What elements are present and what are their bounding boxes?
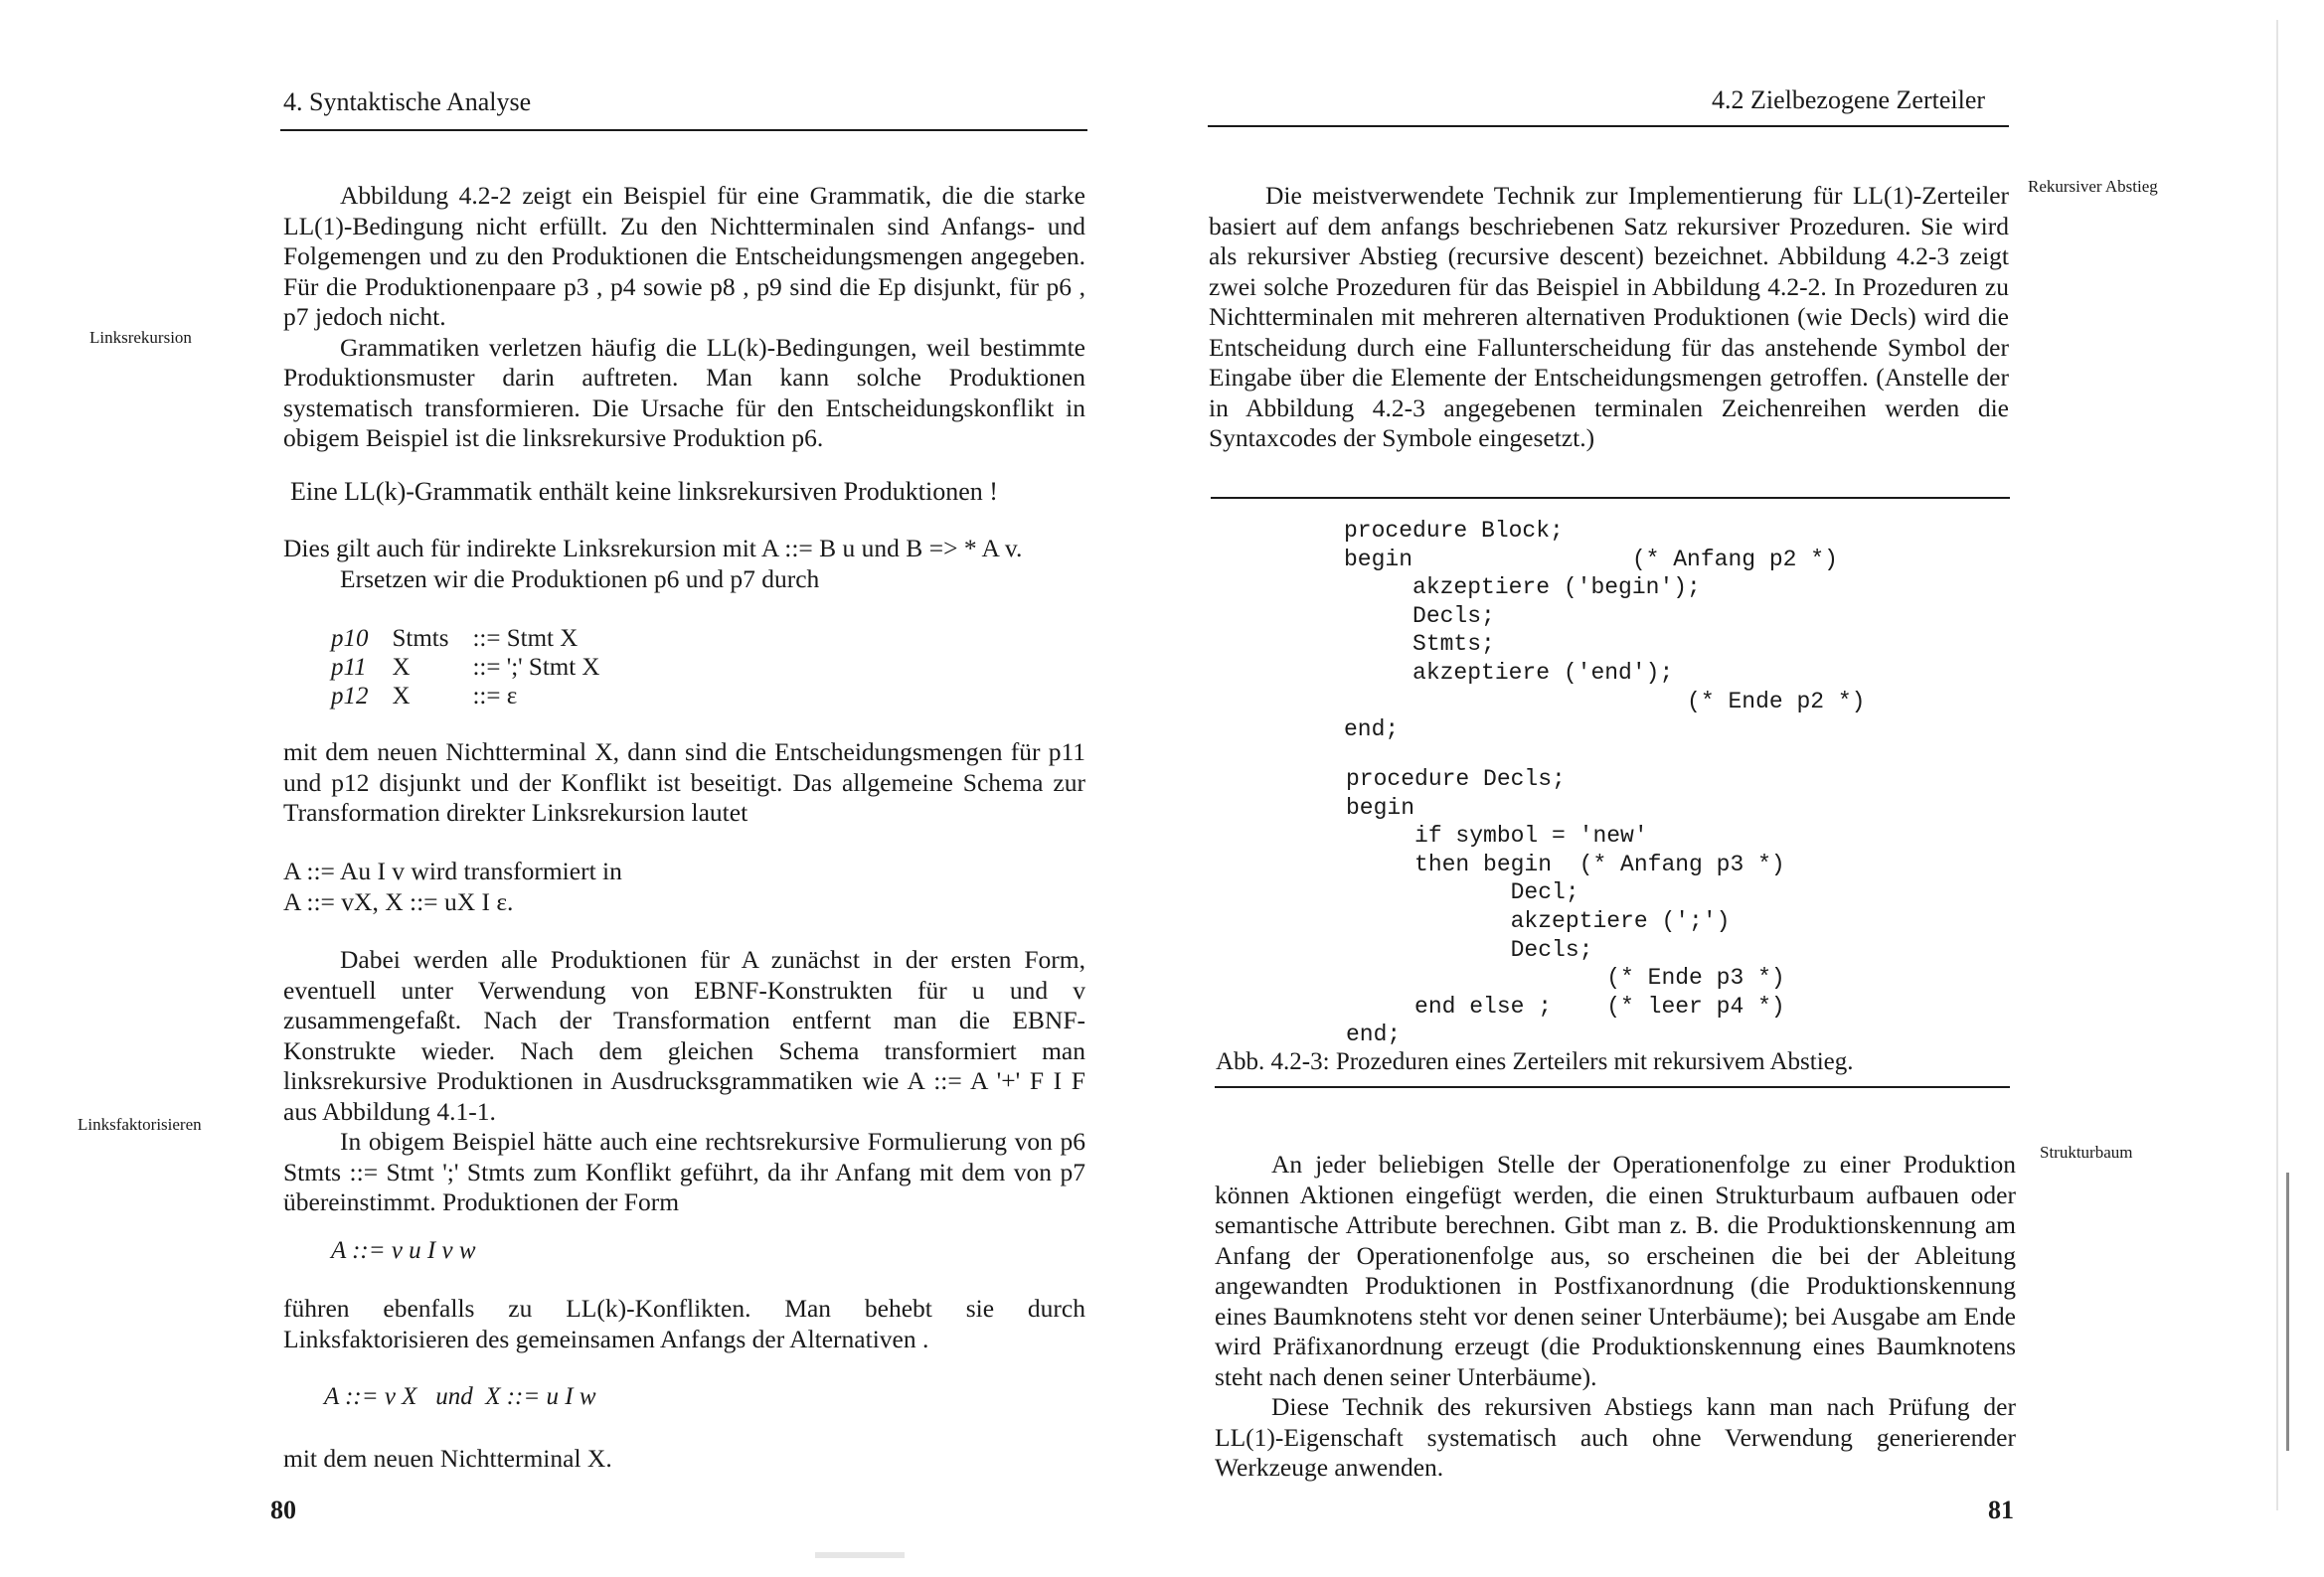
production-name: p11 — [331, 654, 367, 681]
production-name: p10 — [331, 625, 369, 652]
right-header-rule — [1208, 125, 2009, 127]
right-page-number: 81 — [1988, 1496, 2014, 1524]
paragraph-3-line-2: Ersetzen wir die Produktionen p6 und p7 durch — [340, 563, 820, 593]
paragraph-6: In obigem Beispiel hätte auch eine rechtsrekursive Formulierung von p6 Stmts ::= Stmt ';' Stmts zum Konflikt geführt, da ihr Anfang mit dem von p7 übereinstimmt. Produktionen der Form — [283, 1127, 1085, 1216]
production-row — [331, 653, 623, 682]
right-paragraph-block-2 — [1215, 1150, 2016, 1484]
paragraph-8: mit dem neuen Nichtterminal X. — [283, 1444, 612, 1473]
left-header-rule — [280, 129, 1087, 131]
production-rhs: ::= Stmt X — [472, 625, 579, 652]
paragraph-4: mit dem neuen Nichtterminal X, dann sind die Entscheidungsmengen für p11 und p12 disjunkt und der Konflikt ist beseitigt. Das allgemeine Schema zur Transformation direkter Linksrekursion lautet — [283, 737, 1085, 827]
transformation-schema — [283, 857, 979, 917]
production-rhs: ::= ';' Stmt X — [472, 654, 600, 681]
paragraph-3-line-1: Dies gilt auch für indirekte Linksrekursion mit A ::= B u und B => * A v. — [283, 534, 1023, 562]
paragraph-2: Grammatiken verletzen häufig die LL(k)-Bedingungen, weil bestimmte Produktionsmuster darin auftreten. Man kann solche Produktionen systematisch transformieren. Die Ursache für den Entscheidungskonflikt in obigem Beispiel ist die linksrekursive Produktion p6. — [283, 332, 1085, 452]
margin-label-rekursiver-abstieg: Rekursiver Abstieg — [2028, 177, 2158, 196]
right-paragraph-block-1 — [1209, 181, 2009, 454]
right-page-header: 4.2 Zielbezogene Zerteiler — [1712, 85, 1986, 114]
figure-top-rule — [1211, 497, 2010, 499]
margin-label-linksrekursion: Linksrekursion — [89, 328, 192, 347]
left-paragraph-block-1 — [283, 181, 1085, 454]
production-rhs: ::= ε — [472, 683, 518, 710]
paragraph-5: Dabei werden alle Produktionen für A zunächst in der ersten Form, eventuell unter Verwendung von EBNF-Konstrukten für u und v zusammengefaßt. Nach der Transformation entfernt man die EBNF-Konstrukte wieder. Nach dem gleichen Schema transformiert man linksrekursive Produktionen in Ausdrucksgrammatiken wie A ::= A '+' F I F aus Abbildung 4.1-1. — [283, 945, 1085, 1126]
production-lhs: X — [392, 683, 411, 710]
production-row — [331, 682, 623, 710]
code-block-procedure-block: procedure Block; begin (* Anfang p2 *) akzeptiere ('begin'); Decls; Stmts; akzeptiere ('end'); (* Ende p2 *) end; — [1344, 518, 1866, 743]
left-paragraph-block-3 — [283, 737, 1085, 829]
left-paragraph-block-6 — [283, 1444, 1085, 1475]
formula-2: A ::= v X und X ::= u I w — [324, 1383, 596, 1410]
scan-gutter-noise — [815, 1552, 905, 1558]
schema-line-1: A ::= Au I v wird transformiert in — [283, 857, 622, 885]
formula-1: A ::= v u I v w — [331, 1237, 476, 1264]
production-name: p12 — [331, 683, 369, 710]
schema-line-2: A ::= vX, X ::= uX I ε. — [283, 886, 514, 916]
figure-bottom-rule — [1215, 1086, 2010, 1088]
left-page-number: 80 — [270, 1496, 296, 1524]
rule-statement: Eine LL(k)-Grammatik enthält keine linksrekursiven Produktionen ! — [290, 477, 998, 506]
productions-table — [331, 624, 623, 710]
paragraph-7: führen ebenfalls zu LL(k)-Konflikten. Man behebt sie durch Linksfaktorisieren des gemeinsamen Anfangs der Alternativen . — [283, 1294, 1085, 1353]
paragraph-r3: Diese Technik des rekursiven Abstiegs kann man nach Prüfung der LL(1)-Eigenschaft systematisch auch ohne Verwendung generierender Werkzeuge anwenden. — [1215, 1392, 2016, 1482]
production-row — [331, 624, 623, 653]
figure-caption: Abb. 4.2-3: Prozeduren eines Zerteilers mit rekursivem Abstieg. — [1216, 1048, 1854, 1075]
production-lhs: Stmts — [392, 625, 449, 652]
scan-edge-artifact — [2276, 20, 2278, 1510]
code-block-procedure-decls: procedure Decls; begin if symbol = 'new' then begin (* Anfang p3 *) Decl; akzeptiere (';') Decls; (* Ende p3 *) end else ; (* leer p4 *) end; — [1346, 766, 1785, 1048]
left-paragraph-block-2 — [283, 534, 1085, 594]
margin-label-linksfaktorisieren: Linksfaktorisieren — [78, 1115, 202, 1134]
paragraph-r1: Die meistverwendete Technik zur Implementierung für LL(1)-Zerteiler basiert auf dem anfangs beschriebenen Satz rekursiver Prozeduren. Sie wird als rekursiver Abstieg (recursive descent) bezeichnet. Abbildung 4.2-3 zeigt zwei solche Prozeduren für das Beispiel in Abbildung 4.2-2. In Prozeduren zu Nichtterminalen mit mehreren alternativen Produktionen (wie Decls) wird die Entscheidung durch eine Fallunterscheidung für das anstehende Symbol der Eingabe über die Elemente der Entscheidungsmengen getroffen. (Anstelle der in Abbildung 4.2-3 angegebenen terminalen Zeichenreihen werden die Syntaxcodes der Symbole eingesetzt.) — [1209, 181, 2009, 452]
left-paragraph-block-4 — [283, 945, 1085, 1218]
paragraph-r2: An jeder beliebigen Stelle der Operationenfolge zu einer Produktion können Aktionen eingefügt werden, die einen Strukturbaum aufbauen oder semantische Attribute berechnen. Gibt man z. B. die Produktionskennung am Anfang der Operationenfolge aus, so erscheinen die bei der Ableitung angewandten Produktionen in Postfixanordnung (die Produktionskennung eines Baumknotens steht vor denen seiner Unterbäume); bei Ausgabe am Ende wird Präfixanordnung erzeugt (die Produktionskennung eines Baumknotens steht nach denen seiner Unterbäume). — [1215, 1150, 2016, 1391]
left-page-header: 4. Syntaktische Analyse — [283, 87, 532, 116]
production-lhs: X — [392, 654, 411, 681]
left-paragraph-block-5 — [283, 1294, 1085, 1354]
margin-label-strukturbaum: Strukturbaum — [2040, 1143, 2133, 1162]
paragraph-1: Abbildung 4.2-2 zeigt ein Beispiel für eine Grammatik, die die starke LL(1)-Bedingung nicht erfüllt. Zu den Nichtterminalen sind Anfangs- und Folgemengen und zu den Produktionen die Entscheidungsmengen angegeben. Für die Produktionenpaare p3 , p4 sowie p8 , p9 sind die Ep disjunkt, für p6 , p7 jedoch nicht. — [283, 181, 1085, 331]
scan-edge-mark — [2286, 1173, 2289, 1451]
